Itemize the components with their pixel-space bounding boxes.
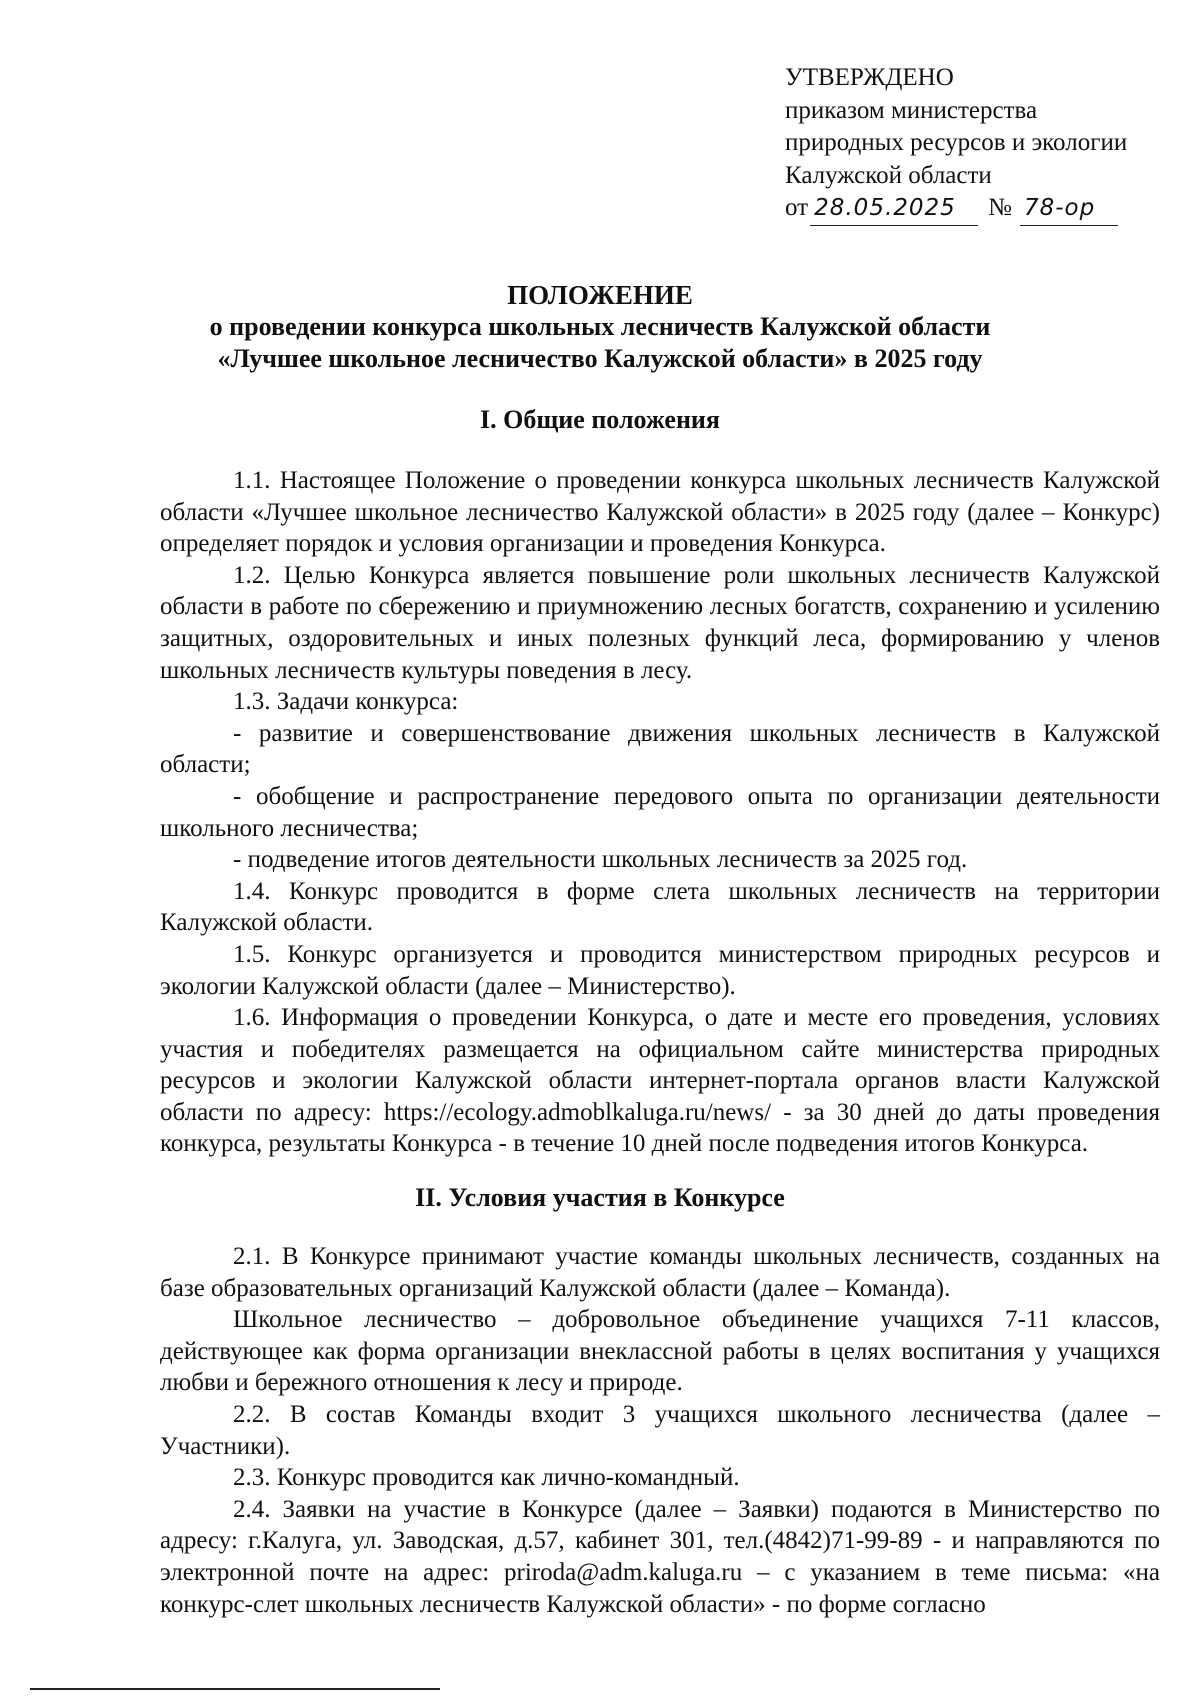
paragraph: 1.3. Задачи конкурса:: [233, 688, 459, 716]
title-main: ПОЛОЖЕНИЕ: [507, 280, 693, 310]
approval-stamp: [785, 62, 1127, 226]
number-sign: №: [988, 194, 1012, 221]
date-prefix: от: [785, 194, 809, 221]
paragraph: - обобщение и распространение передового опыта по организации деятельности школьного лесничества;: [160, 782, 1160, 842]
section-1-body: [160, 465, 1160, 1160]
title-line-2: «Лучшее школьное лесничество Калужской области» в 2025 году: [217, 344, 983, 373]
title-line-1: о проведении конкурса школьных лесничеств Калужской области: [209, 312, 991, 341]
approval-date-line: [785, 192, 1127, 226]
paragraph: 1.4. Конкурс проводится в форме слета школьных лесничеств на территории Калужской области.: [160, 877, 1160, 937]
paragraph: - развитие и совершенствование движения школьных лесничеств в Калужской области;: [160, 719, 1160, 779]
paragraph: - подведение итогов деятельности школьных лесничеств за 2025 год.: [233, 846, 968, 874]
paragraph: 1.6. Информация о проведении Конкурса, о дате и месте его проведения, условиях участия и победителях размещается на официальном сайте министерства природных ресурсов и экологии Калужской области интернет-портала органов власти Калужской области по адресу: https://ecology.admoblkaluga.ru/news/ - за 30 дней до даты проведения конкурса, результаты Конкурса - в течение 10 дней после подведения итогов Конкурса.: [160, 1004, 1160, 1158]
section-1-heading: I. Общие положения: [480, 405, 720, 434]
paragraph: 1.2. Целью Конкурса является повышение роли школьных лесничеств Калужской области в работе по сбережению и приумножению лесных богатств, сохранению и усилению защитных, оздоровительных и иных полезных функций леса, формированию у членов школьных лесничеств культуры поведения в лесу.: [160, 561, 1160, 684]
paragraph: 1.1. Настоящее Положение о проведении конкурса школьных лесничеств Калужской области «Лучшее школьное лесничество Калужской области» в 2025 году (далее – Конкурс) определяет порядок и условия организации и проведения Конкурса.: [160, 467, 1160, 558]
approval-line-2: природных ресурсов и экологии: [785, 129, 1128, 156]
handwritten-date: 28.05.2025: [810, 192, 978, 226]
paragraph: 2.1. В Конкурсе принимают участие команды школьных лесничеств, созданных на базе образовательных организаций Калужской области (далее – Команда).: [160, 1243, 1160, 1302]
handwritten-number: 78-ор: [1020, 192, 1118, 226]
document-title: [0, 279, 1200, 375]
paragraph: 2.2. В состав Команды входит 3 учащихся школьного лесничества (далее – Участники).: [160, 1400, 1160, 1460]
approval-line-3: Калужской области: [785, 161, 992, 189]
section-2-heading: II. Условия участия в Конкурсе: [415, 1183, 785, 1212]
approval-line-1: приказом министерства: [785, 96, 1038, 124]
footer-divider: [30, 1688, 440, 1690]
paragraph: 1.5. Конкурс организуется и проводится министерством природных ресурсов и экологии Калужской области (далее – Министерство).: [160, 940, 1160, 1000]
paragraph: 2.4. Заявки на участие в Конкурсе (далее – Заявки) подаются в Министерство по адресу: г.Калуга, ул. Заводская, д.57, кабинет 301, тел.(4842)71-99-89 - и направляются по электронной почте на адрес: priroda@adm.kaluga.ru – с указанием в теме письма: «на конкурс-слет школьных лесничеств Калужской области» - по форме согласно: [160, 1495, 1160, 1618]
approval-heading: УТВЕРЖДЕНО: [785, 64, 954, 91]
paragraph: Школьное лесничество – добровольное объединение учащихся 7-11 классов, действующее как форма организации внеклассной работы в целях воспитания у учащихся любви и бережного отношения к лесу и природе.: [160, 1306, 1160, 1397]
section-2-body: [160, 1241, 1160, 1620]
paragraph: 2.3. Конкурс проводится как лично-командный.: [233, 1464, 740, 1492]
